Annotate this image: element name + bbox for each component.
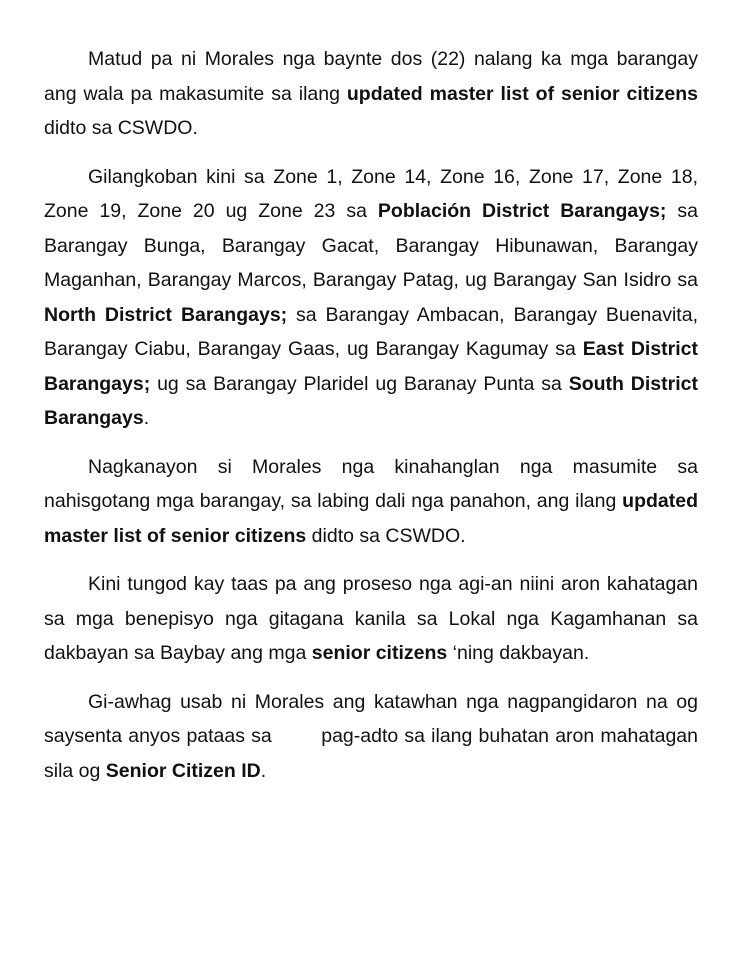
- paragraph: [44, 567, 698, 671]
- paragraph: [44, 685, 698, 789]
- bold-text: North District Barangays;: [44, 303, 288, 326]
- text-run: didto sa CSWDO.: [44, 117, 198, 139]
- bold-text: Senior Citizen ID: [105, 759, 261, 782]
- text-run: Gi-awhag usab ni Morales ang katawhan nga nagpangidaron na og saysenta anyos pataas sa pag-adto sa ilang buhatan aron mahatagan sila og: [44, 690, 698, 782]
- text-run: Gilangkoban kini sa Zone 1, Zone 14, Zone 16, Zone 17, Zone 18, Zone 19, Zone 20 ug Zone 23 sa: [44, 165, 698, 222]
- text-run: Matud pa ni Morales nga baynte dos (22) nalang ka mga barangay ang wala pa makasumite sa ilang: [44, 48, 698, 105]
- bold-text: East District Barangays;: [44, 338, 698, 395]
- text-run: sa Barangay Ambacan, Barangay Buenavita, Barangay Ciabu, Barangay Gaas, ug Barangay Kagumay sa: [44, 303, 698, 360]
- document-body: [44, 42, 698, 802]
- bold-text: South District Barangays: [44, 372, 698, 429]
- text-run: ug sa Barangay Plaridel ug Baranay Punta sa: [150, 372, 569, 395]
- paragraph: [44, 160, 698, 436]
- text-run: Kini tungod kay taas pa ang proseso nga agi-an niini aron kahatagan sa mga benepisyo nga gitagana kanila sa Lokal nga Kagamhanan sa dakbayan sa Baybay ang mga: [44, 573, 698, 664]
- paragraph: [44, 42, 698, 146]
- paragraph: [44, 450, 698, 554]
- text-run: .: [143, 407, 150, 429]
- bold-text: updated master list of senior citizens: [44, 490, 698, 547]
- bold-text: Población District Barangays;: [377, 200, 667, 222]
- bold-text: senior citizens: [311, 642, 448, 664]
- text-run: ‘ning dakbayan.: [447, 642, 590, 664]
- text-run: didto sa CSWDO.: [306, 524, 466, 547]
- text-run: Nagkanayon si Morales nga kinahanglan nga masumite sa nahisgotang mga barangay, sa labing dali nga panahon, ang ilang: [44, 455, 698, 512]
- text-run: sa Barangay Bunga, Barangay Gacat, Barangay Hibunawan, Barangay Maganhan, Barangay Marcos, Barangay Patag, ug Barangay San Isidro sa: [44, 200, 699, 291]
- text-run: .: [260, 759, 267, 782]
- bold-text: updated master list of senior citizens: [346, 82, 699, 105]
